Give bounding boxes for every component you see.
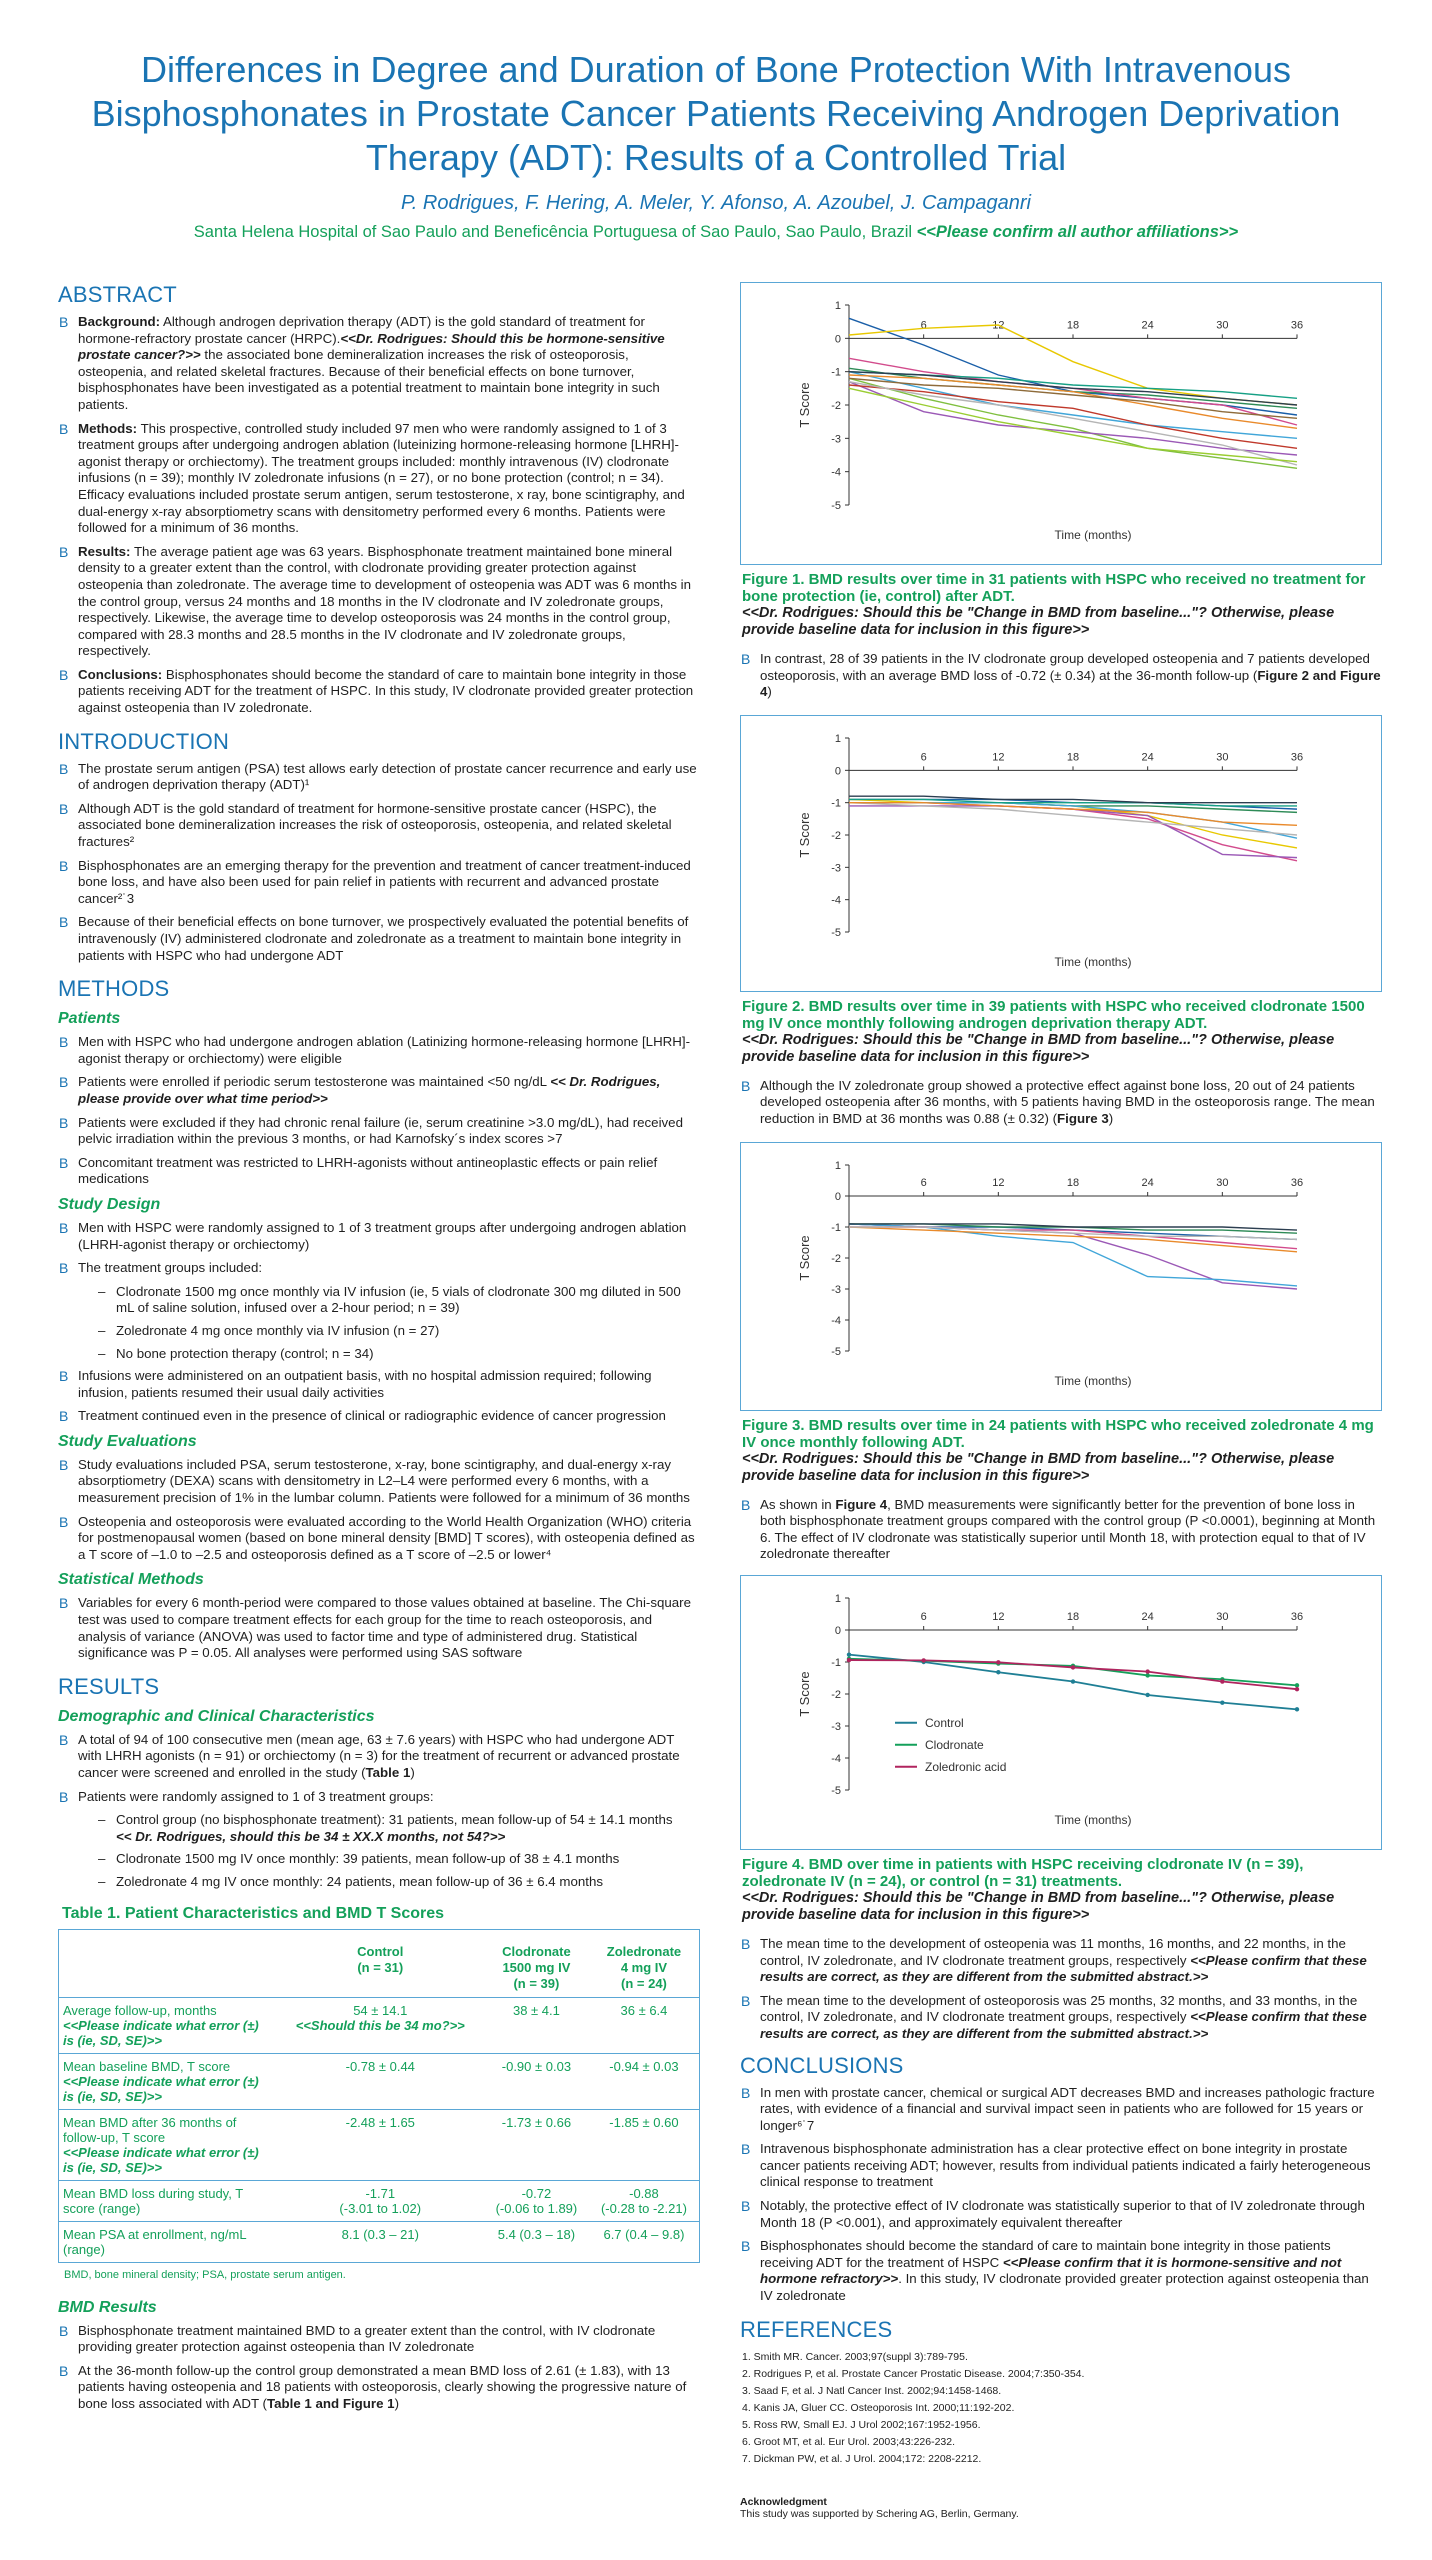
y-tick-label: -4 (831, 1314, 841, 1327)
x-axis-label: Time (months) (1054, 1373, 1132, 1388)
x-axis-label: Time (months) (1054, 954, 1132, 969)
x-tick-label: 36 (1290, 1610, 1304, 1623)
results-heading: RESULTS (58, 1673, 160, 1699)
x-tick-label: 6 (920, 1610, 927, 1623)
y-tick-label: 0 (834, 765, 841, 778)
data-point (1220, 1679, 1224, 1683)
y-tick-label: -1 (831, 1221, 841, 1234)
x-tick-label: 24 (1141, 1176, 1154, 1189)
references-heading: REFERENCES (740, 2316, 893, 2342)
figure-1 (740, 282, 1382, 565)
acknowledgment-text: This study was supported by Schering AG, Berlin, Germany. (740, 2507, 1019, 2520)
series-line-p8 (849, 802, 1297, 834)
y-tick-label: -5 (831, 1784, 841, 1797)
x-tick-label: 12 (992, 319, 1005, 332)
y-tick-label: -1 (831, 366, 841, 379)
x-tick-label: 18 (1066, 319, 1080, 332)
results-item: B In contrast, 28 of 39 patients in the IV clodronate group developed osteopenia and 7 patients developed osteoporosis, with an average BMD loss of -0.72 (± 0.34) at the 36-month follow-up (Figure 2 and Figure 4) (740, 651, 1382, 701)
table-header: Clodronate 1500 mg IV (n = 39) (484, 1930, 589, 1998)
x-tick-label: 30 (1216, 751, 1229, 764)
x-tick-label: 12 (992, 1176, 1005, 1189)
methods-item: B Infusions were administered on an outpatient basis, with no hospital admission required; following infusion, patients resumed their usual daily activities (58, 1368, 700, 1401)
methods-item: B Patients were enrolled if periodic serum testosterone was maintained <50 ng/dL << Dr. Rodrigues, please provide over what time period>> (58, 1074, 700, 1107)
y-tick-label: 1 (834, 1592, 841, 1605)
methods-item: B The treatment groups included: (58, 1260, 700, 1277)
data-point (1295, 1683, 1299, 1687)
table1-footnote: BMD, bone mineral density; PSA, prostate serum antigen. (64, 2268, 346, 2281)
x-tick-label: 30 (1216, 1610, 1229, 1623)
right-column (740, 282, 1382, 2520)
figure-2-note: <<Dr. Rodrigues: Should this be "Change in BMD from baseline..."? Otherwise, please provide baseline data for inclusion in this figure>> (742, 1031, 1335, 1065)
results-item: B As shown in Figure 4, BMD measurements were significantly better for the prevention of bone loss in both bisphosphonate treatment groups compared with the control group (P <0.0001), beginning at Month 6. The effect of IV clodronate was statistically superior until Month 18, with protection equal to that of IV zoledronate thereafter (740, 1497, 1382, 1563)
results-item: B At the 36-month follow-up the control group demonstrated a mean BMD loss of 2.61 (± 1.83), with 13 patients having osteopenia and 18 patients with osteoporosis, clearly showing the progressive nature of bone loss associated with ADT (Table 1 and Figure 1) (58, 2363, 700, 2413)
bmd-results-heading: BMD Results (58, 2298, 157, 2316)
figure-3-note: <<Dr. Rodrigues: Should this be "Change in BMD from baseline..."? Otherwise, please provide baseline data for inclusion in this figure>> (742, 1450, 1335, 1484)
reference-list (742, 2349, 1382, 2468)
data-point (1220, 1700, 1224, 1704)
data-point (996, 1660, 1000, 1664)
y-tick-label: 0 (834, 333, 841, 346)
conclusions-section (740, 2053, 1382, 2305)
data-point (996, 1670, 1000, 1674)
data-point (921, 1658, 925, 1662)
x-axis-label: Time (months) (1054, 1812, 1132, 1827)
study-design-heading: Study Design (58, 1195, 161, 1213)
results-item: B Patients were randomly assigned to 1 of 3 treatment groups: (58, 1789, 700, 1806)
y-tick-label: -4 (831, 1752, 841, 1765)
methods-item: B Men with HSPC who had undergone androgen ablation (Latinizing hormone-releasing hormone [LHRH]-agonist therapy or orchiectomy) were eligible (58, 1034, 700, 1067)
intro-item: B Bisphosphonates are an emerging therapy for the prevention and treatment of cancer treatment-induced bone loss, and have also been used for pain relief in patients with recurrent and advanced prostate cancer²˙3 (58, 858, 700, 908)
x-tick-label: 24 (1141, 751, 1154, 764)
abstract-methods: B Methods: This prospective, controlled study included 97 men who were randomly assigned to 1 of 3 treatment groups after undergoing androgen ablation (luteinizing hormone-releasing hormone [LHRH]-agonist therapy or orchiectomy). The treatment groups included: monthly intravenous (IV) clodronate infusions (n = 39); monthly IV zoledronate infusions (n = 27), or no bone protection (control; n = 34). Efficacy evaluations included prostate serum antigen, serum testosterone, x ray, bone scintigraphy, and dual-energy x-ray absorptiometry scans with densitometry performed every 6 months. Patients were followed for a minimum of 36 months. (58, 421, 700, 537)
y-tick-label: -2 (831, 400, 841, 412)
table-header: Control (n = 31) (277, 1930, 484, 1998)
data-point (1145, 1669, 1149, 1673)
table-row: Mean PSA at enrollment, ng/mL (range) 8.1 (0.3 – 21) 5.4 (0.3 – 18) 6.7 (0.4 – 9.8) (59, 2221, 699, 2262)
conclusion-item: B Intravenous bisphosphonate administration has a clear protective effect on bone integrity in prostate cancer patients receiving ADT; however, results from individual patients indicated a fairly heterogeneous clinical response to treatment (740, 2141, 1382, 2191)
x-tick-label: 18 (1066, 1176, 1080, 1189)
series-line-p4 (849, 1223, 1297, 1232)
y-tick-label: -3 (831, 1720, 841, 1733)
y-tick-label: -3 (831, 1283, 841, 1296)
x-tick-label: 24 (1141, 1610, 1154, 1623)
y-tick-label: 0 (834, 1190, 841, 1203)
data-point (1295, 1707, 1299, 1711)
authors: P. Rodrigues, F. Hering, A. Meler, Y. Afonso, A. Azoubel, J. Campaganri (401, 192, 1031, 214)
methods-item: B Concomitant treatment was restricted to LHRH-agonists without antineoplastic effects or pain relief medications (58, 1155, 700, 1188)
y-tick-label: -2 (831, 1252, 841, 1265)
results-item: B Bisphosphonate treatment maintained BMD to a greater extent than the control, with IV clodronate providing greater protection against osteopenia than IV zoledronate (58, 2323, 700, 2356)
affiliation-note: <<Please confirm all author affiliations>> (916, 223, 1239, 241)
methods-item: B Variables for every 6 month-period were compared to those values obtained at baseline. The Chi-square test was used to compare treatment effects for each group for the time to reach osteoporosis, and analysis of variance (ANOVA) was used to factor time and type of administered drug. Statistical significance was P = 0.05. All analyses were performed using SAS software (58, 1595, 700, 1661)
reference-item: 5. Ross RW, Small EJ. J Urol 2002;167:1952-1956. (742, 2418, 981, 2431)
series-line-p6 (849, 806, 1297, 858)
figure-2-caption: Figure 2. BMD results over time in 39 patients with HSPC who received clodronate 1500 mg IV once monthly following androgen deprivation therapy ADT. (742, 997, 1365, 1032)
y-tick-label: 1 (834, 1159, 841, 1172)
acknowledgment-title: Acknowledgment (740, 2495, 827, 2508)
x-tick-label: 36 (1290, 751, 1304, 764)
figure-4-note: <<Dr. Rodrigues: Should this be "Change in BMD from baseline..."? Otherwise, please provide baseline data for inclusion in this figure>> (742, 1889, 1335, 1923)
figure-2 (740, 715, 1382, 992)
table-header: Zoledronate 4 mg IV (n = 24) (589, 1930, 699, 1998)
methods-subitem: – Clodronate 1500 mg once monthly via IV infusion (ie, 5 vials of clodronate 300 mg diluted in 500 mL of saline solution, infused over a 2-hour period; n = 39) (58, 1284, 700, 1317)
reference-item: 4. Kanis JA, Gluer CC. Osteoporosis Int. 2000;11:192-202. (742, 2401, 1015, 2414)
results-subitem: – Clodronate 1500 mg IV once monthly: 39 patients, mean follow-up of 38 ± 4.1 months (58, 1851, 700, 1868)
x-tick-label: 36 (1290, 319, 1304, 332)
table-row: Mean BMD loss during study, T score (range) -1.71 (-3.01 to 1.02) -0.72 (-0.06 to 1.89) -0.88 (-0.28 to -2.21) (59, 2180, 699, 2221)
reference-item: 1. Smith MR. Cancer. 2003;97(suppl 3):789-795. (742, 2350, 968, 2363)
data-point (1145, 1673, 1149, 1677)
series-line-p8 (849, 1227, 1297, 1239)
methods-heading: METHODS (58, 976, 170, 1002)
reference-item: 7. Dickman PW, et al. J Urol. 2004;172: 2208-2212. (742, 2452, 982, 2465)
y-tick-label: -3 (831, 862, 841, 875)
series-line-p1 (849, 318, 1297, 415)
intro-item: B Because of their beneficial effects on bone turnover, we prospectively evaluated the potential benefits of intravenously (IV) administered clodronate and zoledronate as a treatment to maintain bone integrity in patients with HSPC who had undergone ADT (58, 914, 700, 964)
patients-heading: Patients (58, 1010, 121, 1028)
series-line-p5 (849, 802, 1297, 838)
intro-item: B The prostate serum antigen (PSA) test allows early detection of prostate cancer recurrence and early use of androgen deprivation therapy (ADT)¹ (58, 761, 700, 794)
affiliation: Santa Helena Hospital of Sao Paulo and Beneficência Portuguesa of Sao Paulo, Sao Paulo, Brazil <<Please confirm all author affiliations>> (193, 223, 1239, 241)
series-line-p13 (849, 382, 1297, 465)
y-axis-label: T Score (797, 812, 812, 858)
x-tick-label: 6 (920, 1176, 927, 1189)
table1 (58, 1929, 700, 2263)
abstract-heading: ABSTRACT (58, 282, 177, 307)
y-tick-label: -4 (831, 894, 841, 907)
methods-section (58, 976, 700, 1662)
results-item: B A total of 94 of 100 consecutive men (mean age, 63 ± 7.6 years) with HSPC who had undergone ADT with LHRH agonists (n = 91) or orchiectomy (n = 3) for the treatment of recurrent or advanced prostate cancer were screened and enrolled in the study (Table 1) (58, 1732, 700, 1782)
results-item: B The mean time to the development of osteoporosis was 25 months, 32 months, and 33 months, in the control, IV zoledronate, and IV clodronate treatment groups, respectively <<Please confirm that these results are correct, as they are different from the submitted abstract.>> (740, 1993, 1382, 2043)
y-tick-label: -5 (831, 926, 841, 939)
y-axis-label: T Score (797, 1671, 812, 1717)
figure-3-chart (741, 1143, 1381, 1405)
legend-label: Control (925, 1715, 964, 1730)
x-tick-label: 6 (920, 751, 927, 764)
statistical-methods-heading: Statistical Methods (58, 1571, 204, 1589)
reference-item: 3. Saad F, et al. J Natl Cancer Inst. 2002;94:1458-1468. (742, 2384, 1002, 2397)
references-section (740, 2317, 1382, 2520)
methods-item: B Treatment continued even in the presence of clinical or radiographic evidence of cancer progression (58, 1408, 700, 1425)
conclusions-heading: CONCLUSIONS (740, 2052, 904, 2078)
figure-3 (740, 1142, 1382, 1411)
methods-item: B Osteopenia and osteoporosis were evaluated according to the World Health Organization (WHO) criteria for postmenopausal women (based on bone mineral density [BMD] T scores), with osteopenia defined as a T score of –1.0 to –2.5 and osteoporosis defined as a T score of –2.5 or lower⁴ (58, 1514, 700, 1564)
x-tick-label: 18 (1066, 751, 1080, 764)
y-tick-label: -5 (831, 500, 841, 512)
figure-3-caption: Figure 3. BMD results over time in 24 patients with HSPC who received zoledronate 4 mg IV once monthly following ADT. (742, 1416, 1374, 1451)
reference-item: 6. Groot MT, et al. Eur Urol. 2003;43:226-232. (742, 2435, 956, 2448)
figure-1-chart (741, 283, 1381, 559)
table-row: Mean BMD after 36 months of follow-up, T score <<Please indicate what error (±) is (ie, SD, SE)>> -2.48 ± 1.65 -1.73 ± 0.66 -1.85 ± 0.60 (59, 2109, 699, 2180)
figure-4 (740, 1575, 1382, 1850)
introduction-heading: INTRODUCTION (58, 728, 230, 754)
poster-title: Differences in Degree and Duration of Bone Protection With Intravenous Bisphosphonates in Prostate Cancer Patients Receiving Androgen Deprivation Therapy (ADT): Results of a Controlled Trial (91, 49, 1341, 178)
reference-item: 2. Rodrigues P, et al. Prostate Cancer Prostatic Disease. 2004;7:350-354. (742, 2367, 1085, 2380)
figure-1-note: <<Dr. Rodrigues: Should this be "Change in BMD from baseline..."? Otherwise, please provide baseline data for inclusion in this figure>> (742, 605, 1335, 638)
abstract-conclusions: B Conclusions: Bisphosphonates should become the standard of care to maintain bone integrity in those patients receiving ADT for the treatment of HSPC. In this study, IV clodronate provided greater protection against osteopenia than IV zoledronate. (58, 667, 700, 717)
methods-item: B Patients were excluded if they had chronic renal failure (ie, serum creatinine >3.0 mg/dL), had received pelvic irradiation within the previous 3 months, or had Karnofsky´s index scores >7 (58, 1115, 700, 1148)
methods-item: B Men with HSPC were randomly assigned to 1 of 3 treatment groups after undergoing androgen ablation (LHRH-agonist therapy or orchiectomy) (58, 1220, 700, 1253)
x-tick-label: 12 (992, 751, 1005, 764)
legend-label: Zoledronic acid (925, 1759, 1007, 1774)
data-point (1145, 1693, 1149, 1697)
figure-2-chart (741, 716, 1381, 986)
y-tick-label: -4 (831, 466, 841, 479)
figure-4-chart (741, 1576, 1381, 1844)
data-point (847, 1658, 851, 1662)
conclusion-item: B Notably, the protective effect of IV clodronate was statistically superior to that of IV zoledronate through Month 18 (P <0.001), and approximately equivalent thereafter (740, 2198, 1382, 2231)
y-tick-label: -2 (831, 1688, 841, 1701)
y-tick-label: 1 (834, 732, 841, 745)
intro-item: B Although ADT is the gold standard of treatment for hormone-sensitive prostate cancer (HSPC), the associated bone demineralization increases the risk of osteoporosis, osteopenia, and related skeletal fractures² (58, 801, 700, 851)
y-tick-label: 1 (834, 300, 841, 312)
results-section (58, 1674, 700, 2413)
table-row: Average follow-up, months <<Please indicate what error (±) is (ie, SD, SE)>> 54 ± 14.1 <<Should this be 34 mo?>> 38 ± 4.1 36 ± 6.4 (63, 2002, 668, 2048)
poster-header (0, 48, 1432, 242)
left-column (58, 282, 700, 2425)
figure-1-caption: Figure 1. BMD results over time in 31 patients with HSPC who received no treatment for bone protection (ie, control) after ADT. (742, 571, 1366, 605)
y-tick-label: -5 (831, 1345, 841, 1358)
legend-label: Clodronate (925, 1737, 984, 1752)
x-axis-label: Time (months) (1054, 528, 1132, 542)
table-row: Mean baseline BMD, T score <<Please indicate what error (±) is (ie, SD, SE)>> -0.78 ± 0.44 -0.90 ± 0.03 -0.94 ± 0.03 (59, 2053, 699, 2109)
conclusion-item: B In men with prostate cancer, chemical or surgical ADT decreases BMD and increases pathologic fracture rates, with evidence of a financial and survival impact seen in patients who are followed for 15 years or longer⁶˙7 (740, 2085, 1382, 2135)
y-tick-label: -1 (831, 1656, 841, 1669)
methods-subitem: – No bone protection therapy (control; n = 34) (58, 1346, 700, 1363)
demographics-heading: Demographic and Clinical Characteristics (58, 1707, 375, 1725)
results-subitem: – Zoledronate 4 mg IV once monthly: 24 patients, mean follow-up of 36 ± 6.4 months (58, 1874, 700, 1891)
data-point (1071, 1665, 1075, 1669)
figure-4-caption: Figure 4. BMD over time in patients with HSPC receiving clodronate IV (n = 39), zoledronate IV (n = 24), or control (n = 31) treatments. (742, 1855, 1304, 1890)
y-tick-label: -3 (831, 433, 841, 446)
methods-subitem: – Zoledronate 4 mg once monthly via IV infusion (n = 27) (58, 1323, 700, 1340)
series-line-p1 (849, 799, 1297, 809)
x-tick-label: 6 (920, 319, 927, 332)
x-tick-label: 18 (1066, 1610, 1080, 1623)
x-tick-label: 30 (1216, 1176, 1229, 1189)
y-axis-label: T Score (797, 1234, 812, 1281)
data-point (847, 1652, 851, 1656)
x-tick-label: 30 (1216, 319, 1229, 332)
study-evaluations-heading: Study Evaluations (58, 1432, 197, 1450)
table1-title: Table 1. Patient Characteristics and BMD T Scores (62, 1904, 445, 1922)
series-line-p4 (849, 802, 1297, 860)
y-axis-label: T Score (797, 382, 812, 428)
methods-item: B Study evaluations included PSA, serum testosterone, x-ray, bone scintigraphy, and dual-energy x-ray absorptiometry (DEXA) scans with densitometry in L2–L4 were performed every 6 months, with a measurement precision of 1% in the lumbar column. Patients were followed for a minimum of 36 months (58, 1457, 700, 1507)
x-tick-label: 24 (1141, 319, 1154, 332)
abstract-results: B Results: The average patient age was 63 years. Bisphosphonate treatment maintained bone mineral density to a greater extent than the control, with clodronate providing greater protection against osteopenia than zoledronate. The average time to development of osteopenia was ADT was 6 months in the control group, versus 24 months and 18 months in the IV clodronate and IV zoledronate groups, respectively. Likewise, the average time to develop osteoporosis was 24 months in the control group, compared with 28.3 months and 28.5 months in the IV clodronate and IV zoledronate groups, respectively. (58, 544, 700, 660)
abstract-background: B Background: Although androgen deprivation therapy (ADT) is the gold standard of treatment for hormone-refractory prostate cancer (HRPC).<<Dr. Rodrigues: Should this be hormone-sensitive prostate cancer?>> the associated bone demineralization increases the risk of osteoporosis, osteopenia, and related skeletal fractures. Because of their beneficial effects on bone turnover, bisphosphonates have been investigated as a potential treatment to maintain bone integrity in such patients. (58, 314, 700, 414)
results-item: B The mean time to the development of osteopenia was 11 months, 16 months, and 22 months, in the control, IV zoledronate, and IV clodronate treatment groups, respectively <<Please confirm that these results are correct, as they are different from the submitted abstract.>> (740, 1936, 1382, 1986)
conclusion-item: B Bisphosphonates should become the standard of care to maintain bone integrity in those patients receiving ADT for the treatment of HSPC <<Please confirm that it is hormone-sensitive and not hormone refractory>>. In this study, IV clodronate provided greater protection against osteopenia than IV zoledronate (740, 2238, 1382, 2304)
results-subitem: – Control group (no bisphosphonate treatment): 31 patients, mean follow-up of 54 ± 14.1 months << Dr. Rodrigues, should this be 34 ± XX.X months, not 54?>> (58, 1812, 700, 1845)
results-item: B Although the IV zoledronate group showed a protective effect against bone loss, 20 out of 24 patients developed osteopenia after 36 months, with 5 patients having BMD in the osteoporosis range. The mean reduction in BMD at 36 months was 0.88 (± 0.32) (Figure 3) (740, 1078, 1382, 1128)
y-tick-label: -2 (831, 829, 841, 842)
introduction-section (58, 729, 700, 965)
y-tick-label: -1 (831, 797, 841, 810)
x-tick-label: 36 (1290, 1176, 1304, 1189)
data-point (1295, 1687, 1299, 1691)
data-point (1071, 1679, 1075, 1683)
abstract-section (58, 282, 700, 717)
x-tick-label: 12 (992, 1610, 1005, 1623)
series-line-p3 (849, 802, 1297, 812)
y-tick-label: 0 (834, 1624, 841, 1637)
